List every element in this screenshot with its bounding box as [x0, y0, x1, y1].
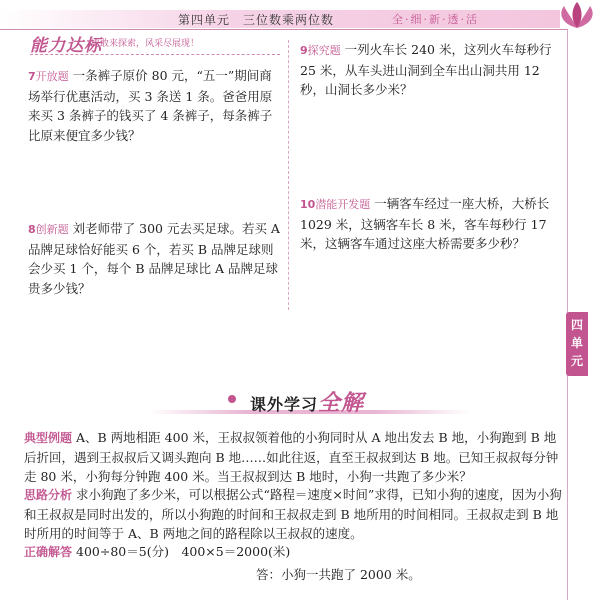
example-label: 典型例题	[24, 431, 73, 445]
study-section-title	[250, 386, 364, 417]
analysis-text: 求小狗跑了多少米，可以根据公式“路程＝速度×时间”求得，已知小狗的速度，因为小狗和王叔叔是同时出发的，所以小狗跑的时间和王叔叔走到 B 地所用的时间相同。王叔叔走到 B 地时所用的时间等于 A、B 两地之间的路程除以王叔叔的速度。	[24, 487, 562, 541]
problem-text: 一条裤子原价 80 元，“五一”期间商场举行优惠活动，买 3 条送 1 条。爸爸用原来买 3 条裤子的钱买了 4 条裤子，每条裤子比原来便宜多少钱？	[28, 68, 273, 143]
problem-8	[28, 219, 283, 298]
analysis-label: 思路分析	[24, 488, 73, 502]
column-divider	[288, 40, 290, 310]
problem-number: 7	[28, 70, 36, 83]
problem-text: 刘老师带了 300 元去买足球。若买 A 品牌足球恰好能买 6 个，若买 B 品牌足球则会少买 1 个，每个 B 品牌足球比 A 品牌足球贵多少钱？	[28, 221, 280, 296]
problem-10	[300, 194, 555, 254]
side-tab-char: 四	[570, 318, 583, 332]
dot-icon	[228, 395, 236, 403]
problem-text: 一辆客车经过一座大桥，大桥长 1029 米，这辆客车长 8 米，客车每秒行 17 米，这辆客车通过这座大桥需要多少秒？	[300, 196, 550, 251]
problem-tag: 开放题	[35, 70, 69, 83]
solution-block	[24, 542, 564, 562]
problem-number: 8	[28, 223, 36, 236]
series-slogan: 全·细·新·透·活	[392, 13, 479, 26]
side-tab-char: 元	[570, 354, 583, 368]
problem-number: 9	[300, 44, 308, 57]
unit-title: 第四单元 三位数乘两位数	[178, 13, 335, 27]
side-tab-char: 单	[570, 336, 583, 350]
problem-number: 10	[300, 198, 316, 211]
section-subtitle: 勇敢来探索，风采尽展现！	[91, 39, 200, 49]
problem-7	[28, 66, 283, 145]
example-block	[24, 428, 564, 486]
lotus-logo-icon	[552, 0, 602, 32]
study-title-emphasis: 全解	[318, 390, 365, 416]
problem-9	[300, 40, 555, 100]
unit-side-tab	[566, 312, 588, 376]
final-answer: 答：小狗一共跑了 2000 米。	[256, 567, 421, 582]
solution-text: 400÷80＝5(分) 400×5＝2000(米)	[76, 544, 291, 559]
section-logo: 能力达标	[30, 36, 102, 56]
analysis-block	[24, 485, 564, 543]
problem-tag: 创新题	[35, 223, 69, 236]
header-rule	[0, 29, 568, 30]
solution-label: 正确解答	[24, 545, 73, 559]
problem-tag: 潜能开发题	[315, 198, 371, 211]
problem-tag: 探究题	[307, 44, 341, 57]
study-title-prefix: 课外学习	[250, 395, 319, 414]
problem-text: 一列火车长 240 米，这列火车每秒行 25 米，从车头进山洞到全车出山洞共用 12 秒，山洞长多少米？	[300, 42, 552, 97]
section-divider	[30, 54, 280, 56]
example-text: A、B 两地相距 400 米，王叔叔领着他的小狗同时从 A 地出发去 B 地，小狗跑到 B 地后折回，遇到王叔叔后又调头跑向 B 地……如此往返，直至王叔叔到达 B 地。已知王叔叔每分钟走 80 米，小狗每分钟跑 400 米。当王叔叔到达 B 地时，小狗一共跑了多少米？	[24, 430, 559, 484]
